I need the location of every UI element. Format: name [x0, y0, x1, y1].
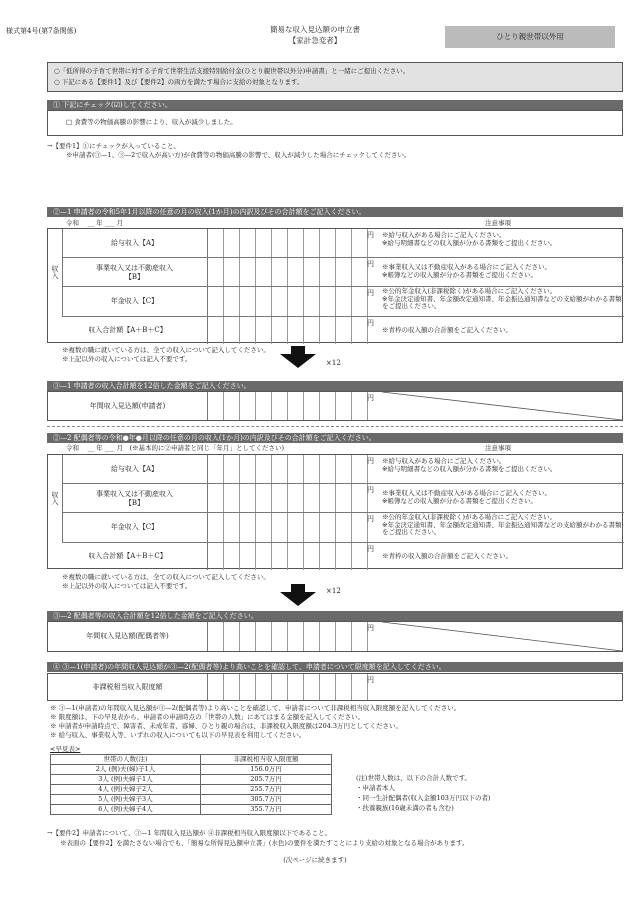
requirement2: →【要件2】申請者について、③—1 年間収入見込額が ④非課税相当収入限度額以下であること。 — [47, 829, 332, 837]
table-row — [51, 785, 332, 795]
section2a-bar: ②—1 申請者の令和5年1月以降の任意の月の収入(1か月)の内訳及びその合計額をご記入ください。 — [47, 207, 623, 217]
total-row-2 — [48, 543, 624, 570]
table-cell-limit: 305.7万円 — [201, 795, 332, 805]
table-row — [51, 775, 332, 785]
business-unit: 円 — [367, 260, 374, 268]
table-cell-limit: 156.0万円 — [201, 765, 332, 775]
salary-row — [62, 229, 624, 258]
business-note: ※事業収入又は不動産収入がある場合にご記入ください。 ※帳簿などの収入額が分かる書類をご提出ください。 — [382, 263, 551, 279]
times-twelve-2: ×12 — [326, 587, 341, 595]
down-arrow-2-icon — [280, 592, 316, 606]
section4-unit: 円 — [367, 676, 374, 684]
section2b-income-table — [47, 454, 623, 569]
section2a-period: 令和 __ 年 ___ 月 — [66, 219, 124, 227]
section4-box — [47, 673, 623, 701]
section3a-bar: ③—1 申請者の収入合計額を12倍した金額をご記入ください。 — [47, 381, 623, 391]
section4-label: 非課税相当収入限度額 — [92, 683, 163, 691]
table-row — [51, 765, 332, 775]
section4-bar: ④ ③—1(申請者)の年間収入見込額が③—2(配偶者等)より高いことを確認して、申請者について限度額を記入してください。 — [47, 662, 623, 672]
salary-unit: 円 — [367, 231, 374, 239]
section2b-notes-header: 注意事項 — [485, 444, 511, 452]
salary-unit-2: 円 — [367, 457, 374, 465]
tax-exempt-limit-input[interactable] — [207, 674, 368, 700]
business-input[interactable] — [207, 258, 368, 286]
section3a-box — [47, 391, 623, 421]
total-unit-2: 円 — [367, 545, 374, 553]
section1-bar: ① 下記にチェック(☑)してください。 — [47, 100, 623, 110]
household-note-3: ・同一生計配偶者(収入金額103万円以下の者) — [356, 794, 491, 802]
total-note: ※青枠の収入額の合計額をご記入ください。 — [382, 326, 512, 334]
intro-box — [47, 62, 623, 92]
pension-unit-2: 円 — [367, 515, 374, 523]
table-row — [51, 795, 332, 805]
salary-row-2 — [62, 455, 624, 484]
form-number: 様式第4号(第7条関係) — [6, 27, 77, 35]
salary-input-2[interactable] — [207, 455, 368, 483]
annual-income-applicant-input[interactable] — [207, 392, 368, 420]
business-row — [62, 258, 624, 287]
section3a-strike — [382, 392, 622, 420]
down-arrow-1-icon — [280, 354, 316, 368]
business-label: 事業収入又は不動産収入 【B】 — [96, 264, 173, 281]
table-cell-people: 4人 (例)夫婦子2人 — [51, 785, 201, 795]
pension-input-2[interactable] — [207, 513, 368, 542]
total-label-2: 収入合計額【A＋B＋C】 — [88, 552, 167, 560]
pension-note-2: ※公的年金収入(非課税除く)がある場合にご記入ください。 ※年金決定通知書、年金額改定通知書、年金振込通知書などの支給額がわかる書類をご提出ください。 — [382, 513, 622, 536]
total-input[interactable] — [207, 317, 368, 344]
section2a-income-table — [47, 228, 623, 343]
section2a-foot1: ※複数の職に就いている方は、全ての収入について記入してください。 — [62, 346, 270, 354]
section4-note-3: ※ 申請者が申請時点で、障害者、未成年者、寡婦、ひとり親の場合は、非課税収入限度額は204.3万円としてください。 — [50, 722, 403, 730]
section2a-side-label: 収入 — [51, 265, 59, 279]
pension-label: 年金収入【C】 — [110, 297, 159, 305]
table-cell-limit: 355.7万円 — [201, 805, 332, 815]
down-arrow-1-stem — [291, 346, 305, 354]
form-type-tag: ひとり親世帯以外用 — [445, 26, 615, 48]
section2a-notes-header: 注意事項 — [485, 219, 511, 227]
intro-line-1: ○「低所得の子育て世帯に対する子育て世帯生活支援特別給付金(ひとり親世帯以外分)申請書」と一緒にご提出ください。 — [54, 67, 410, 75]
pension-note: ※公的年金収入(非課税除く)がある場合にご記入ください。 ※年金決定通知書、年金額改定通知書、年金振込通知書などの支給額がわかる書類をご提出ください。 — [382, 287, 622, 310]
household-note-4: ・扶養親族(16歳未満の者も含む) — [356, 804, 454, 812]
quick-reference-table — [50, 754, 332, 815]
continue-note: (次ページに続きます) — [283, 856, 347, 864]
quick-table-title: <早見表> — [50, 745, 81, 753]
table-cell-people: 2人 (例)夫(婦)子1人 — [51, 765, 201, 775]
section3b-strike — [382, 622, 622, 651]
pension-unit: 円 — [367, 289, 374, 297]
total-note-2: ※青枠の収入額の合計額をご記入ください。 — [382, 552, 512, 560]
section2b-foot2: ※上記以外の収入については記入不要です。 — [62, 582, 192, 590]
table-cell-people: 6人 (例)夫婦子4人 — [51, 805, 201, 815]
section2a-foot2: ※上記以外の収入については記入不要です。 — [62, 355, 192, 363]
section1-box — [47, 110, 623, 136]
salary-note: ※給与収入がある場合にご記入ください。 ※給与明細書などの収入額が分かる書類をご提出ください。 — [382, 231, 557, 247]
section4-note-1: ※ ③—1(申請者)の年間収入見込額が③—2(配偶者等)より高いことを確認して、申請者について非課税相当収入限度額を記入してください。 — [50, 704, 461, 712]
requirement1-note: ※申請者(③—1、③—2で収入が高い方)が食費等の物価高騰の影響で、収入が減少した場合にチェックしてください。 — [66, 151, 411, 159]
business-row-2 — [62, 484, 624, 513]
dashed-divider — [47, 426, 623, 427]
requirement1: →【要件1】①にチェックが入っていること。 — [47, 142, 180, 150]
section3a-label: 年間収入見込額(申請者) — [89, 402, 166, 410]
total-unit: 円 — [367, 319, 374, 327]
section2b-foot1: ※複数の職に就いている方は、全ての収入について記入してください。 — [62, 573, 270, 581]
business-unit-2: 円 — [367, 486, 374, 494]
section3b-bar: ③—2 配偶者等の収入合計額を12倍した金額をご記入ください。 — [47, 611, 623, 621]
table-header-limit: 非課税相当収入限度額 — [201, 755, 332, 765]
annual-income-spouse-input[interactable] — [207, 622, 368, 651]
requirement2-note: ※表面の【要件2】を満たさない場合でも、「簡易な所得見込額申立書」(水色)の要件を満たすことにより支給の対象となる場合があります。 — [60, 839, 469, 847]
section2b-bar: ②—2 配偶者等の令和●年●月以降の任意の月の収入(1か月)の内訳及びその合計額をご記入ください。 — [47, 433, 623, 443]
total-row — [48, 317, 624, 344]
section4-note-2: ※ 限度額は、下の早見表から、申請者の申請時点の「世帯の人数」にあてはまる金額を記入してください。 — [50, 713, 365, 721]
household-note-1: (注)世帯人数は、以下の合計人数です。 — [356, 774, 472, 782]
form-title: 簡易な収入見込額の申立書 — [270, 25, 360, 34]
section2b-period: 令和 __ 年 ___ 月 (※基本的に②申請者と同じ「年月」としてください) — [66, 444, 285, 452]
pension-row-2 — [62, 513, 624, 543]
down-arrow-2-stem — [291, 584, 305, 592]
section3b-box — [47, 621, 623, 652]
section3b-unit: 円 — [367, 624, 374, 632]
salary-note-2: ※給与収入がある場合にご記入ください。 ※給与明細書などの収入額が分かる書類をご提出ください。 — [382, 457, 557, 473]
pension-input[interactable] — [207, 287, 368, 316]
form-subtitle: 【家計急変者】 — [288, 36, 342, 45]
salary-label: 給与収入【A】 — [110, 239, 159, 247]
table-cell-people: 3人 (例)夫婦子1人 — [51, 775, 201, 785]
section2b-side-label: 収入 — [51, 491, 59, 505]
section3a-unit: 円 — [367, 394, 374, 402]
times-twelve-1: ×12 — [326, 359, 341, 367]
total-label: 収入合計額【A＋B＋C】 — [88, 326, 167, 334]
salary-input[interactable] — [207, 229, 368, 257]
table-row — [51, 805, 332, 815]
household-note-2: ・申請者本人 — [356, 784, 395, 792]
business-input-2[interactable] — [207, 484, 368, 512]
table-header-people: 世帯の人数(注) — [51, 755, 201, 765]
table-cell-limit: 205.7万円 — [201, 775, 332, 785]
price-impact-checkbox[interactable]: □ 食費等の物価高騰の影響により、収入が減少しました。 — [66, 118, 237, 126]
pension-label-2: 年金収入【C】 — [110, 523, 159, 531]
total-input-2[interactable] — [207, 543, 368, 570]
pension-row — [62, 287, 624, 317]
section3b-label: 年間収入見込額(配偶者等) — [86, 632, 169, 640]
table-cell-limit: 255.7万円 — [201, 785, 332, 795]
business-label-2: 事業収入又は不動産収入 【B】 — [96, 490, 173, 507]
section4-note-4: ※ 給与収入、事業収入等、いずれの収入についても以下の早見表を利用してください。 — [50, 731, 306, 739]
table-cell-people: 5人 (例)夫婦子3人 — [51, 795, 201, 805]
business-note-2: ※事業収入又は不動産収入がある場合にご記入ください。 ※帳簿などの収入額が分かる書類をご提出ください。 — [382, 489, 551, 505]
intro-line-2: ○ 下記にある【要件1】及び【要件2】の両方を満たす場合に支給の対象となります。 — [54, 78, 304, 86]
salary-label-2: 給与収入【A】 — [110, 465, 159, 473]
